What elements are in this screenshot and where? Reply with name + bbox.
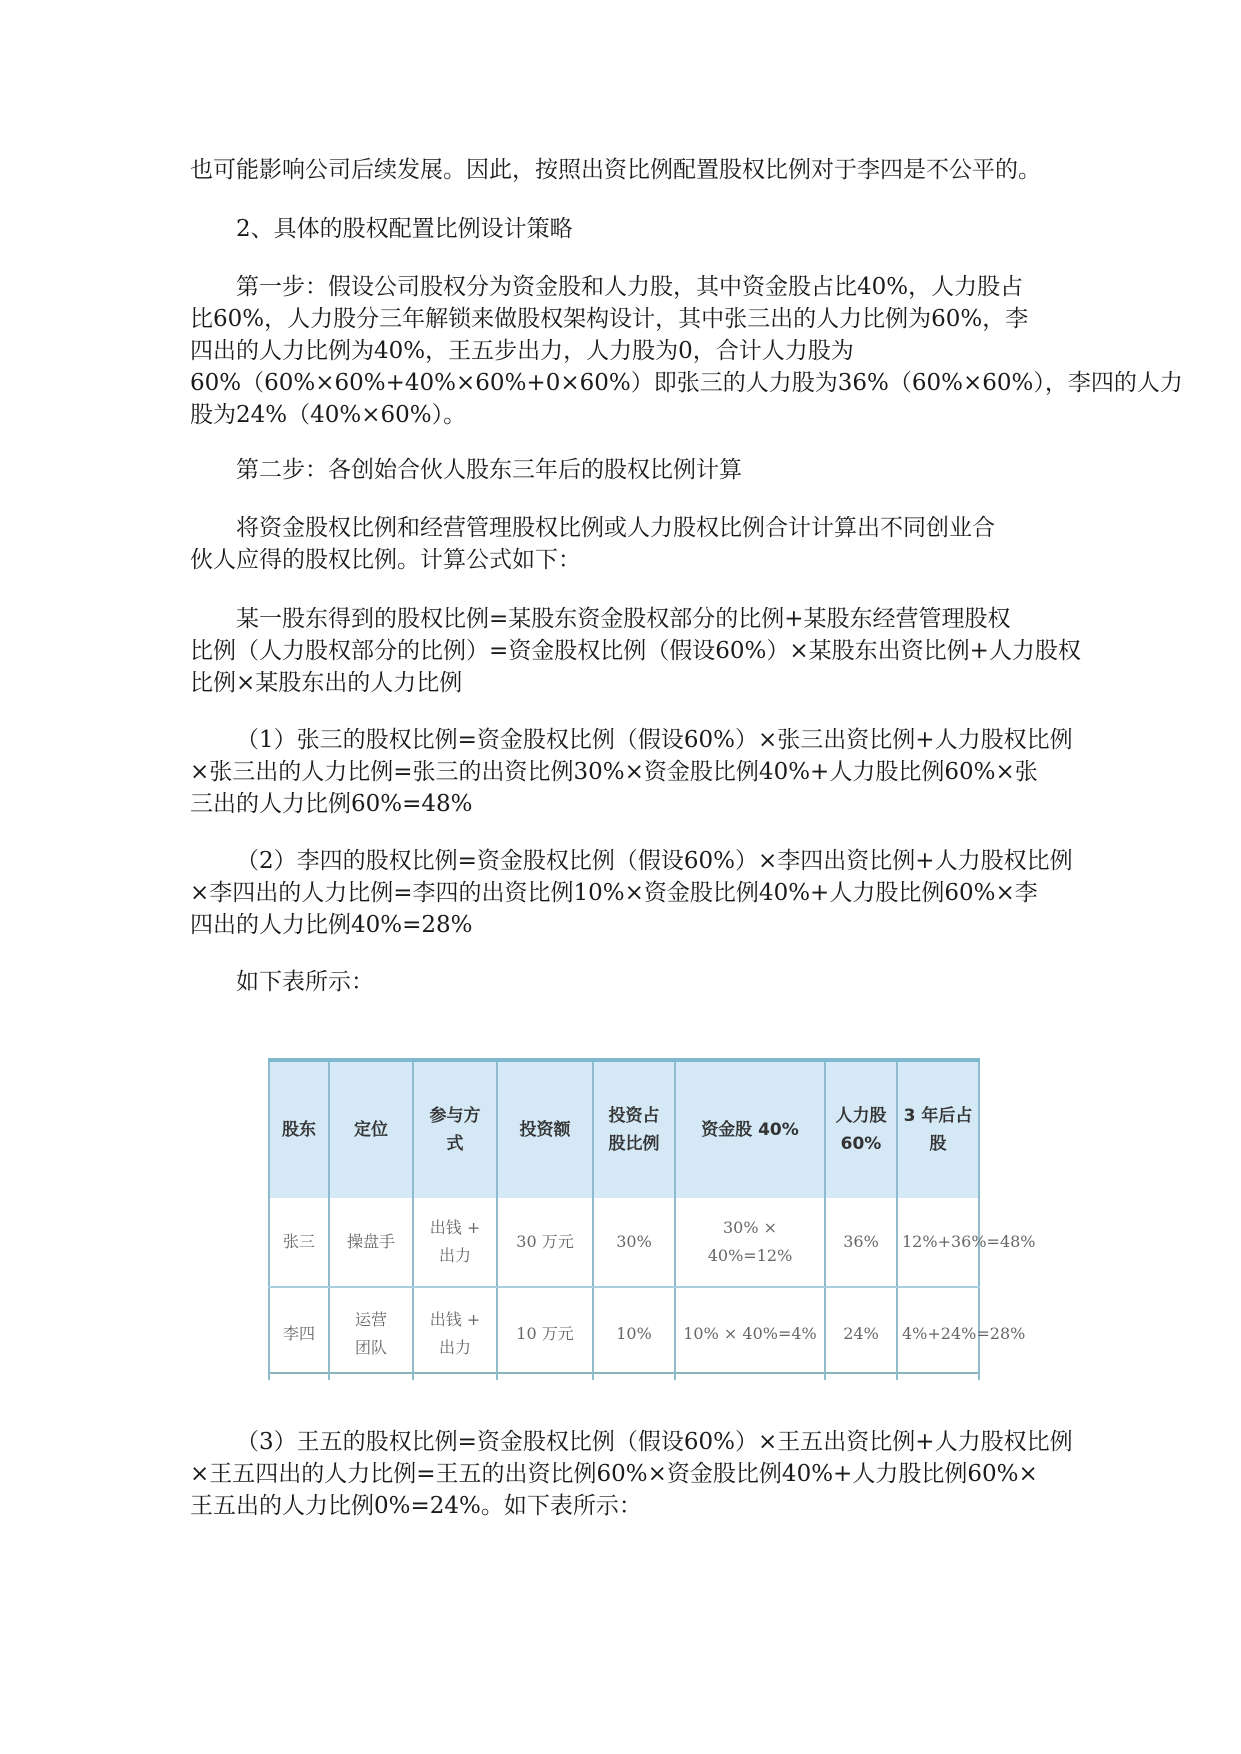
text-line: 四出的人力比例为40%，王五步出力，人力股为0，合计人力股为 bbox=[190, 338, 854, 364]
table-cell: 30% bbox=[593, 1198, 675, 1287]
paragraph-lisi bbox=[190, 845, 1073, 941]
text-line: 也可能影响公司后续发展。因此，按照出资比例配置股权比例对于李四是不公平的。 bbox=[190, 157, 1041, 183]
paragraph-formula-intro bbox=[190, 512, 1060, 576]
header-cell: 股东 bbox=[269, 1062, 329, 1198]
table-row bbox=[269, 1198, 979, 1287]
section-heading bbox=[190, 213, 1060, 245]
text-line: ×王五四出的人力比例=王五的出资比例60%×资金股比例40%+人力股比例60%× bbox=[190, 1461, 1038, 1487]
table-cell: 10% × 40%=4% bbox=[675, 1287, 825, 1380]
text-line: 比例（人力股权部分的比例）=资金股权比例（假设60%）×某股东出资比例+人力股权 bbox=[190, 638, 1081, 664]
header-cell: 资金股 40% bbox=[675, 1062, 825, 1198]
table-cell: 30 万元 bbox=[497, 1198, 593, 1287]
text-line: ×李四出的人力比例=李四的出资比例10%×资金股比例40%+人力股比例60%×李 bbox=[190, 880, 1038, 906]
paragraph-zhangsan bbox=[190, 724, 1073, 820]
header-cell: 3 年后占股 bbox=[897, 1062, 979, 1198]
header-cell: 投资占 股比例 bbox=[593, 1062, 675, 1198]
text-line: 如下表所示： bbox=[236, 969, 374, 995]
table-cell: 36% bbox=[825, 1198, 897, 1287]
paragraph-table-caption bbox=[190, 966, 1060, 998]
text-line: 第一步：假设公司股权分为资金股和人力股，其中资金股占比40%，人力股占 bbox=[236, 274, 1024, 300]
equity-table-image bbox=[268, 1058, 1036, 1374]
table-cell: 24% bbox=[825, 1287, 897, 1380]
table-cell: 出钱 + 出力 bbox=[413, 1287, 497, 1380]
header-cell: 参与方 式 bbox=[413, 1062, 497, 1198]
header-cell: 投资额 bbox=[497, 1062, 593, 1198]
paragraph-step-one bbox=[190, 271, 1183, 431]
header-cell: 人力股 60% bbox=[825, 1062, 897, 1198]
table-cell: 12%+36%=48% bbox=[897, 1198, 979, 1287]
text-line: 三出的人力比例60%=48% bbox=[190, 791, 473, 817]
text-line: 某一股东得到的股权比例=某股东资金股权部分的比例+某股东经营管理股权 bbox=[236, 606, 1011, 632]
text-line: 比例×某股东出的人力比例 bbox=[190, 670, 463, 696]
paragraph-formula bbox=[190, 603, 1081, 699]
equity-table bbox=[268, 1062, 1036, 1380]
header-cell: 定位 bbox=[329, 1062, 413, 1198]
paragraph-step-two bbox=[190, 454, 1060, 486]
table-cell: 李四 bbox=[269, 1287, 329, 1380]
table-cell: 运营 团队 bbox=[329, 1287, 413, 1380]
text-line: 王五出的人力比例0%=24%。如下表所示： bbox=[190, 1493, 642, 1519]
table-row bbox=[269, 1287, 979, 1380]
text-line: （2）李四的股权比例=资金股权比例（假设60%）×李四出资比例+人力股权比例 bbox=[236, 848, 1073, 874]
text-line: 比60%，人力股分三年解锁来做股权架构设计，其中张三出的人力比例为60%，李 bbox=[190, 306, 1029, 332]
table-cell: 出钱 + 出力 bbox=[413, 1198, 497, 1287]
text-line: 股为24%（40%×60%）。 bbox=[190, 402, 467, 428]
table-header-row bbox=[269, 1062, 979, 1198]
text-line: 将资金股权比例和经营管理股权比例或人力股权比例合计计算出不同创业合 bbox=[236, 515, 995, 541]
table-cell: 操盘手 bbox=[329, 1198, 413, 1287]
text-line: 四出的人力比例40%=28% bbox=[190, 912, 473, 938]
table-cell: 4%+24%=28% bbox=[897, 1287, 979, 1380]
paragraph-wangwu bbox=[190, 1426, 1073, 1522]
text-line: （1）张三的股权比例=资金股权比例（假设60%）×张三出资比例+人力股权比例 bbox=[236, 727, 1073, 753]
table-cell: 30% × 40%=12% bbox=[675, 1198, 825, 1287]
text-line: ×张三出的人力比例=张三的出资比例30%×资金股比例40%+人力股比例60%×张 bbox=[190, 759, 1038, 785]
text-line: 60%（60%×60%+40%×60%+0×60%）即张三的人力股为36%（60%×60%），李四的人力 bbox=[190, 370, 1183, 396]
text-line: 伙人应得的股权比例。计算公式如下： bbox=[190, 547, 581, 573]
table-cell: 张三 bbox=[269, 1198, 329, 1287]
text-line: （3）王五的股权比例=资金股权比例（假设60%）×王五出资比例+人力股权比例 bbox=[236, 1429, 1073, 1455]
table-cell: 10% bbox=[593, 1287, 675, 1380]
text-line: 第二步：各创始合伙人股东三年后的股权比例计算 bbox=[236, 457, 742, 483]
paragraph-intro-tail bbox=[190, 154, 1060, 186]
text-line: 2、具体的股权配置比例设计策略 bbox=[236, 216, 573, 242]
table-cell: 10 万元 bbox=[497, 1287, 593, 1380]
